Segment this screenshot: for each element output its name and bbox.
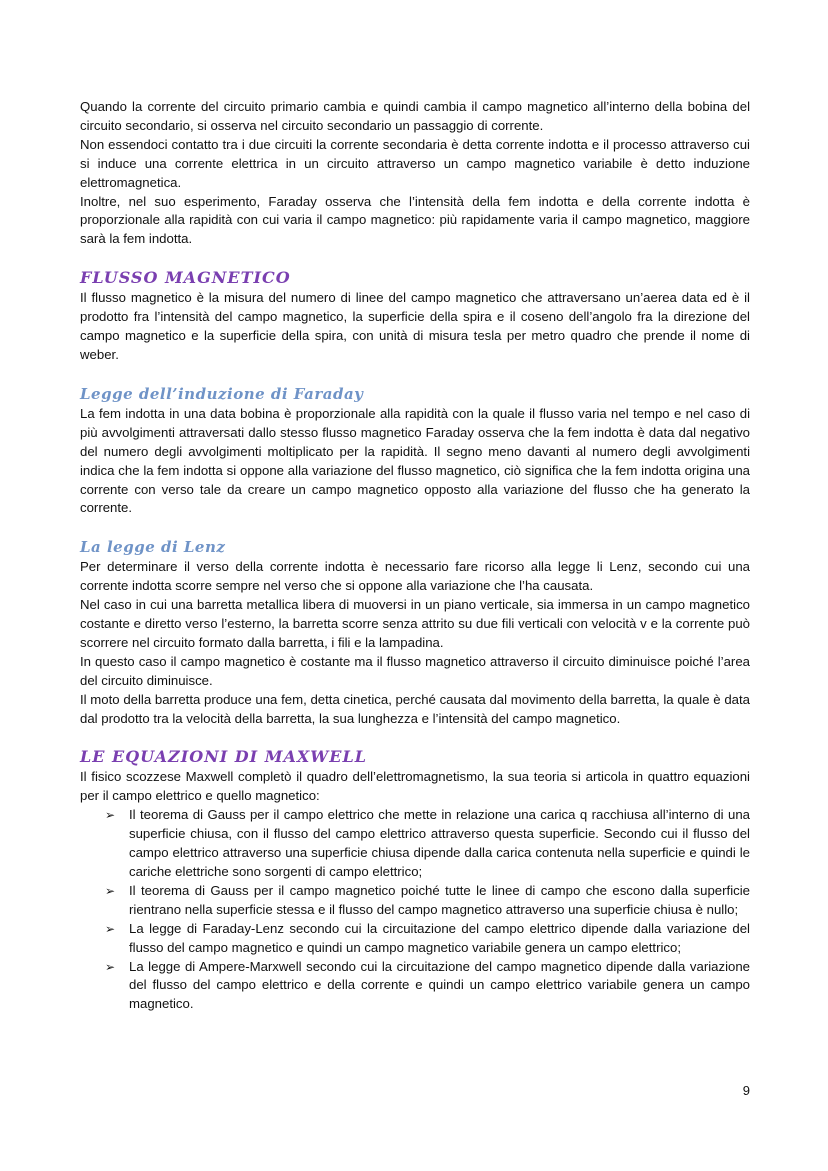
flusso-paragraph: Il flusso magnetico è la misura del numero di linee del campo magnetico che attraversano un’aerea data ed è il prodotto fra l’intensità del campo magnetico, la superficie della spira e il coseno dell’angolo fra la direzione del campo magnetico e la superficie della spira, con unità di misura tesla per metro quadro che prende il nome di weber. (80, 290, 750, 362)
flusso-section (80, 267, 750, 365)
list-item (80, 882, 750, 920)
intro-paragraph-2: Non essendoci contatto tra i due circuiti la corrente secondaria è detta corrente indotta e il processo attraverso cui si induce una corrente elettrica in un circuito attraverso un campo magnetico variabile è detto induzione elettromagnetica. (80, 136, 750, 190)
list-item-text: La legge di Faraday-Lenz secondo cui la circuitazione del campo elettrico dipende dalla variazione del flusso del campo magnetico e quindi un campo magnetico variabile genera un campo elettrico; (129, 920, 750, 955)
flusso-heading: FLUSSO MAGNETICO (80, 268, 291, 288)
lenz-paragraph-2: Nel caso in cui una barretta metallica libera di muoversi in un piano verticale, sia immersa in un campo magnetico costante e diretto verso l’esterno, la barretta scorre senza attrito su due fili verticali con velocità v e la corrente può scorrere nel circuito formato dalla barretta, i fili e la lampadina. (80, 597, 750, 650)
faraday-section (80, 383, 750, 518)
list-item (80, 806, 750, 882)
lenz-paragraph-4: Il moto della barretta produce una fem, detta cinetica, perché causata dal movimento della barretta, la quale è data dal prodotto tra la velocità della barretta, la sua lunghezza e l’intensità del campo magnetico. (80, 691, 750, 726)
intro-paragraph-1: Quando la corrente del circuito primario cambia e quindi cambia il campo magnetico all’interno della bobina del circuito secondario, si osserva nel circuito secondario un passaggio di corrente. (80, 99, 750, 133)
arrowhead-bullet-icon: ➢ (105, 883, 116, 898)
list-item-text: La legge di Ampere-Marxwell secondo cui la circuitazione del campo magnetico dipende dalla variazione del flusso del campo elettrico e della corrente e quindi un campo elettrico variabile genera un campo magnetico. (129, 958, 750, 1012)
list-item-text: Il teorema di Gauss per il campo magnetico poiché tutte le linee di campo che escono dalla superficie rientrano nella superficie stessa e il flusso del campo magnetico attraverso una superficie chiusa è nullo; (129, 882, 750, 917)
arrowhead-bullet-icon: ➢ (105, 808, 116, 823)
list-item-text: Il teorema di Gauss per il campo elettrico che mette in relazione una carica q racchiusa all’interno di una superficie chiusa, con il flusso del campo elettrico attraverso questa superficie. Secondo cui il flusso del campo elettrico attraverso una superficie chiusa dipende dalla carica contenuta nella superficie e quindi le cariche elettriche sono sorgenti di campo elettrico; (129, 807, 750, 879)
list-item (80, 958, 750, 1015)
page-number: 9 (742, 1083, 750, 1098)
intro-section (80, 98, 750, 249)
maxwell-intro: Il fisico scozzese Maxwell completò il quadro dell’elettromagnetismo, la sua teoria si articola in quattro equazioni per il campo elettrico e quello magnetico: (80, 769, 750, 804)
arrowhead-bullet-icon: ➢ (105, 959, 116, 974)
lenz-paragraph-3: In questo caso il campo magnetico è costante ma il flusso magnetico attraverso il circuito diminuisce poiché l’area del circuito diminuisce. (80, 653, 750, 688)
document-page (80, 98, 750, 1014)
intro-paragraph-3: Inoltre, nel suo esperimento, Faraday osserva che l’intensità della fem indotta e della corrente indotta è proporzionale alla rapidità con cui varia il campo magnetico: più rapidamente varia il campo magnetico, maggiore sarà la fem indotta. (80, 193, 750, 247)
list-item (80, 920, 750, 958)
faraday-paragraph: La fem indotta in una data bobina è proporzionale alla rapidità con la quale il flusso varia nel tempo e nel caso di più avvolgimenti attraversati dallo stesso flusso magnetico Faraday osserva che la fem indotta è data dal negativo del numero degli avvolgimenti moltiplicato per la rapidità. Il segno meno davanti al numero degli avvolgimenti indica che la fem indotta si oppone alla variazione del flusso magnetico, ciò significa che la fem indotta origina una corrente con verso tale da creare un campo magnetico opposto alla variazione del flusso che ha generato la corrente. (80, 405, 750, 516)
maxwell-section (80, 746, 750, 1014)
arrowhead-bullet-icon: ➢ (105, 921, 116, 936)
lenz-paragraph-1: Per determinare il verso della corrente indotta è necessario fare ricorso alla legge li Lenz, secondo cui una corrente indotta scorre sempre nel verso che si oppone alla variazione che l’ha causata. (80, 559, 750, 594)
maxwell-heading: LE EQUAZIONI DI MAXWELL (80, 747, 367, 767)
lenz-section (80, 536, 750, 728)
maxwell-equations-list (80, 806, 750, 1014)
lenz-heading: La legge di Lenz (80, 538, 226, 557)
faraday-heading: Legge dell’induzione di Faraday (80, 384, 364, 403)
